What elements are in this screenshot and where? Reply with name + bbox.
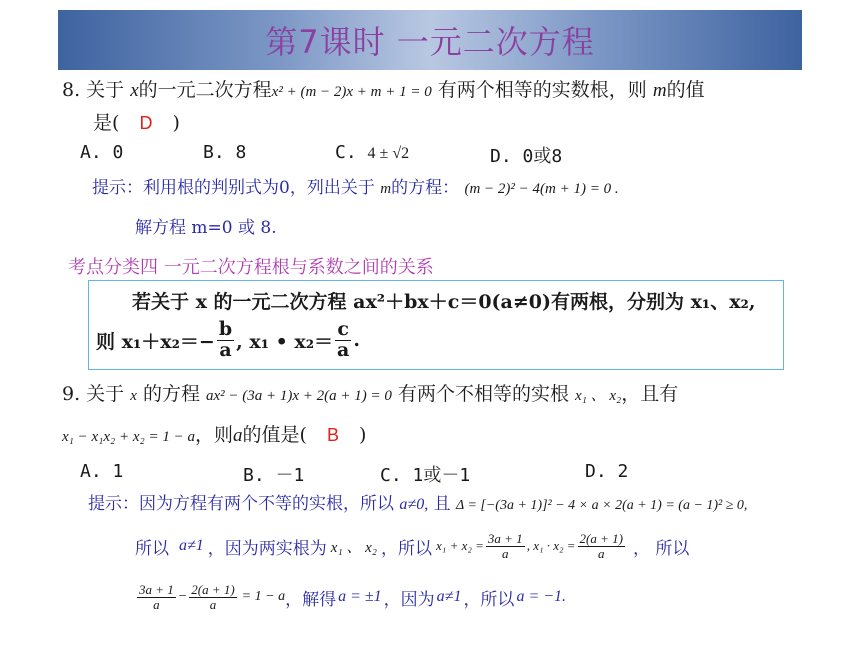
box-period: . [353,329,360,352]
q9-stem-mid: 的方程 [142,383,200,405]
q8-var-x: x [130,80,139,101]
q8-hint [92,173,619,198]
q9-hint2-prefix: 所以 [135,538,169,559]
q9-stem [62,379,678,406]
q9-hint2-sum-den: a [502,545,509,561]
q9-hint3-f1-den: a [153,596,160,612]
q8-stem-tail: 的值 [666,79,705,101]
q9-hint-line2 [135,532,689,560]
q9-hint2-sum-fraction [486,532,525,560]
q9-hint2-roots: x₁ 、 x₂ [330,539,378,556]
q8-hint-mid: 的方程： [391,178,460,198]
q9-hint1-delta: Δ = [−(3a + 1)]² − 4 × a × 2(a + 1) = (a − 1)² ≥ 0, [456,498,748,513]
q9-stem-end: 有两个不相等的实根 [397,383,569,405]
box-frac-c: c [337,318,349,340]
box-prod-fraction [335,320,351,361]
q9-hint3-so: ，所以 [463,589,515,610]
q9-hint3-solution: a = ±1 [338,588,382,606]
q9-condition [62,420,366,447]
q9-hint3-neq: a≠1 [436,588,462,606]
q8-option-b: B. 8 [203,142,247,163]
q8-stem-start: 8. 关于 [62,79,125,101]
q9-paren-close: ) [359,424,367,446]
q9-hint1-neq: a≠0, [399,496,429,513]
title-banner [58,10,802,70]
q9-stem-start: 9. 关于 [62,383,125,405]
q8-solve: 解方程 m=0 或 8. [135,218,277,238]
q9-hint3-fraction1 [137,583,176,611]
q8-hint-equation: (m − 2)² − 4(m + 1) = 0 . [464,181,619,197]
q9-roots: x₁ 、 x₂ [575,388,622,404]
page-title: 第7课时 一元二次方程 [265,23,595,61]
q8-option-c-label: C. [335,142,357,163]
box-frac-b: b [218,318,233,340]
q8-option-c [335,142,409,163]
q9-hint3-f2-den: a [209,596,217,612]
q8-stem [62,75,705,102]
q9-answer: B [326,425,339,445]
box-prod-left: , x₁ • x₂＝ [236,330,334,353]
box-line1: 若关于 x 的一元二次方程 ax²＋bx＋c＝0(a≠0)有两根，分别为 x₁、x₂, [132,291,756,313]
q8-option-a: A. 0 [80,142,124,163]
q9-hint2-sum-num: 3a + 1 [487,531,523,546]
q9-hint3-solve: ，解得 [285,589,337,610]
q9-option-b: B. －1 [243,465,305,486]
q9-hint2-so: ，所以 [381,538,433,559]
q8-answer: D [139,113,153,133]
box-sum-fraction [217,320,234,361]
q9-var-x: x [130,388,137,404]
q9-hint3-f2-num: 2(a + 1) [191,582,235,597]
q9-hint1-prefix: 提示：因为方程有两个不等的实根，所以 [88,494,394,514]
q9-option-a: A. 1 [80,461,124,482]
q9-hint2-prod-den: a [598,545,605,561]
q8-option-c-value: 4 ± √2 [367,145,410,162]
box-line2 [96,320,360,361]
q9-hint-line3 [135,583,566,611]
q9-cond-eq: x₁ − x₁x₂ + x₂ = 1 − a [62,429,195,445]
q8-hint-var: m [380,181,392,197]
q9-cond-mid: ，则 [194,424,233,446]
q9-hint2-prod-num: 2(a + 1) [579,531,623,546]
q9-hint3-f1-num: 3a + 1 [139,582,174,597]
box-sum-left: 则 x₁＋x₂＝− [96,330,215,353]
q9-hint2-neq: a≠1 [179,537,204,555]
q9-hint-line1 [88,489,747,514]
q9-hint2-prod-left: , x₁ · x₂ = [526,538,576,554]
q9-hint2-sum-left: x₁ + x₂ = [436,538,484,554]
q9-option-d: D. 2 [585,461,629,482]
q8-hint-prefix: 提示：利用根的判别式为0，列出关于 [92,178,375,198]
q9-hint2-prod-fraction [578,532,625,560]
q8-equation: x² + (m − 2)x + m + 1 = 0 [271,84,432,100]
q9-equation: ax² − (3a + 1)x + 2(a + 1) = 0 [206,388,392,404]
q8-paren-open: 是( [93,112,120,134]
q9-hint1-and: 且 [433,494,451,514]
box-frac-a2: a [337,338,350,361]
q8-stem-end: 有两个相等的实数根，则 [437,79,647,101]
q9-hint3-final: a = −1. [516,588,567,606]
q8-paren-close: ) [172,112,180,134]
q9-hint3-eq: = 1 − a [241,589,286,605]
q9-hint3-minus: − [177,589,188,605]
q8-var-m: m [652,80,667,101]
q8-stem-mid: 的一元二次方程 [138,79,272,101]
q9-hint3-fraction2 [189,583,236,611]
q9-option-c: C. 1或－1 [380,465,471,486]
q8-answer-line [93,108,180,135]
box-frac-a1: a [219,338,232,361]
q8-option-d: D. 0或8 [490,146,563,167]
q9-cond-end: 的值是( [242,424,307,446]
q9-stem-tail: ，且有 [621,383,679,405]
section-heading: 考点分类四 一元二次方程根与系数之间的关系 [68,257,434,278]
q9-var-a: a [233,425,243,446]
q9-hint2-tail: ， 所以 [632,538,690,559]
q9-hint3-because: ，因为 [383,589,435,610]
q9-hint2-mid: ，因为两实根为 [207,538,327,559]
